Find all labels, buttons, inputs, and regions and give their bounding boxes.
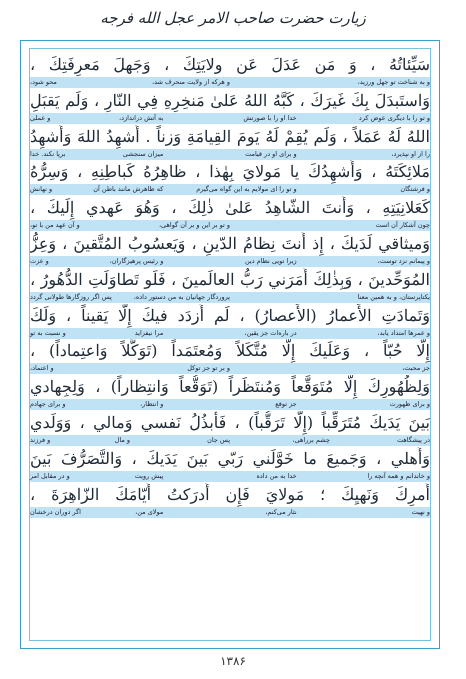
arabic-text: وَتَمادَتِ الأَعمارُ (الأَعصارُ) ، لَم أَزدَد فيكَ إِلّا يَقيناً ، وَلَكَ: [30, 305, 430, 325]
translation-phrase: که ظاهرش مانند باطن آن: [93, 185, 164, 194]
translation-strip: [30, 328, 430, 339]
translation-phrase: و پیمانم نزد توست،: [377, 256, 430, 265]
translation-phrase: و خاندانم و همه آنچه را: [367, 471, 430, 480]
translation-phrase: و آن عهد من با تو،: [30, 221, 80, 230]
translation-phrase: در باره‌ات جز یقین،: [244, 328, 297, 337]
translation-phrase: یکتاپرستان، و به همین معنا: [357, 292, 430, 301]
verse-line: [30, 447, 430, 483]
verse-line: [30, 89, 430, 125]
translation-strip: [30, 149, 430, 160]
translation-strip: [30, 507, 430, 518]
verse-line: [30, 160, 430, 196]
translation-strip: [30, 435, 430, 446]
arabic-text: المُوَحِّدينَ ، وَبِذٰلِكَ أَمَرَني رَبُّ العالَمينَ ، فَلَو تَطاوَلَتِ الدُّهُورُ ،: [30, 269, 430, 289]
translation-phrase: و برای او در قیامت: [245, 149, 297, 158]
arabic-text: أَمرِكَ وَنَهيِكَ ؛ مَولايَ فَإِن أَدرَكتُ أَيّامَكَ الزّاهِرَةَ ،: [30, 484, 430, 504]
translation-phrase: و عملی: [30, 113, 51, 122]
translation-phrase: در پیشگاهت: [396, 435, 430, 444]
verse-line: [30, 411, 430, 447]
translation-phrase: و نسبت به تو: [30, 328, 66, 337]
translation-phrase: پیش رویت: [134, 471, 164, 480]
translation-phrase: و نهیت: [411, 507, 430, 516]
translation-phrase: خدا به من داده: [256, 471, 297, 480]
translation-phrase: جز محبت،: [402, 364, 430, 373]
verse-line: [30, 53, 430, 89]
translation-phrase: زیرا تویی نظام دین: [244, 256, 297, 265]
translation-phrase: خدا او را با صورتش: [243, 113, 297, 122]
translation-phrase: برپا نکند. خدا: [30, 149, 66, 158]
verse-line: [30, 304, 430, 340]
translation-phrase: پس جان: [207, 435, 230, 444]
arabic-text: كَعَلانِيَتِهِ ، وَأَنتَ الشّاهِدُ عَلىٰ ذٰلِكَ ، وَهُوَ عَهدي إِلَيكَ ،: [30, 198, 430, 218]
translation-phrase: و بر تو جز توکل: [187, 364, 230, 373]
translation-strip: [30, 220, 430, 231]
translation-phrase: مرا نیفزاید: [134, 328, 164, 337]
translation-strip: [30, 363, 430, 374]
page-title: زیارت حضرت صاحب الامر عجل الله فرجه: [100, 9, 366, 27]
translation-phrase: و هرکه از ولایت منحرف شد،: [152, 78, 230, 86]
verse-line: [30, 483, 430, 519]
verse-line: [30, 375, 430, 411]
translation-phrase: و برای جهادم: [30, 400, 66, 409]
translation-phrase: پس اگر روزگارها طولانی گردد: [30, 292, 112, 301]
arabic-text: بَينَ يَدَيكَ مُتَرَقِّباً (إِلّا تَرَقُّباً) ، فَأَبذُلُ نَفسي وَمالي ، وَوَلَدي: [30, 412, 430, 432]
translation-phrase: و انتظار،: [140, 400, 164, 409]
translation-phrase: و به شناخت تو جهل ورزید،: [357, 78, 430, 86]
translation-phrase: و تو را ای مولایم به این گواه می‌گیرم: [196, 185, 297, 194]
translation-phrase: و عزت: [30, 256, 49, 265]
translation-strip: [30, 292, 430, 303]
translation-strip: [30, 399, 430, 410]
translation-phrase: و فرزند: [30, 435, 51, 444]
translation-phrase: مولای من،: [135, 507, 164, 516]
translation-phrase: نثار می‌کنم،: [265, 507, 297, 516]
verse-line: [30, 196, 430, 232]
translation-phrase: و در مقابل امر: [30, 471, 70, 480]
arabic-text: وَأَهلي ، وَجَميعَ ما خَوَّلَني رَبّي بَينَ يَدَيكَ ، وَالتَّصَرُّفَ بَينَ: [30, 448, 430, 468]
translation-strip: [30, 471, 430, 482]
translation-strip: [30, 256, 430, 267]
translation-phrase: و برای ظهورت: [389, 400, 430, 409]
translation-strip: [30, 113, 430, 124]
translation-phrase: میزان سنجشی: [122, 149, 164, 158]
translation-phrase: و نهانش: [30, 185, 53, 194]
translation-phrase: را از او نپذیرد،: [391, 149, 430, 158]
verse-line: [30, 125, 430, 161]
translation-phrase: به آتش دراندازد،: [119, 113, 164, 122]
translation-phrase: محو شود،: [30, 78, 57, 86]
arabic-text: وَلِظُهُورِكَ إِلّا مُتَوَقَّعاً وَمُنتَظَراً (تَوَقُّعاً وَانتِظاراً) ، وَلِجِهادي: [30, 377, 430, 397]
verse-line: [30, 339, 430, 375]
arabic-text: سَيِّئاتُهُ ، وَ مَن عَدَلَ عَن ولايَتِكَ ، وَجَهلَ مَعرِفَتِكَ ،: [30, 55, 430, 74]
translation-phrase: و عمرها امتداد یابد،: [377, 328, 430, 337]
translation-phrase: و تو بر این و بر آن گواهی،: [158, 221, 230, 230]
arabic-text: إِلّا حُبّاً ، وَعَلَيكَ إِلّا مُتَّكَلاً وَمُعتَمَداً (تَوَكُّلاً وَاعتِماداً) ،: [30, 341, 430, 361]
translation-phrase: و مال: [114, 435, 130, 444]
translation-phrase: چشم برراهی،: [292, 435, 330, 444]
arabic-text: مَلائِكَتَهُ ، وَأُشهِدُكَ يا مَولايَ بِهٰذا ، ظاهِرُهُ كَباطِنِهِ ، وَسِرُّهُ: [30, 162, 430, 182]
verse-line: [30, 268, 430, 304]
translation-phrase: و فرشتگان: [400, 185, 430, 194]
page-number: ۱۳۸۶: [220, 654, 246, 668]
translation-phrase: و رئیس پرهیزگاران،: [109, 256, 164, 265]
translation-phrase: چون آشکار آن است: [375, 221, 430, 230]
translation-strip: [30, 77, 430, 88]
translation-phrase: اگر دوران درخشان: [30, 507, 81, 516]
translation-strip: [30, 184, 430, 195]
translation-phrase: و اعتماد،: [30, 364, 54, 373]
text-block: [30, 53, 430, 518]
verse-line: [30, 232, 430, 268]
translation-phrase: و تو را با دیگری عوض کرد: [358, 113, 430, 122]
arabic-text: وَميثاقي لَدَيكَ ، إِذ أَنتَ نِظامُ الدّينِ ، وَيَعسُوبُ المُتَّقينَ ، وَعِزُّ: [30, 233, 430, 253]
translation-phrase: جز توقع: [275, 400, 297, 409]
translation-phrase: پروردگار جهانیان به من دستور داده،: [133, 292, 230, 301]
arabic-text: وَاستَبدَلَ بِكَ غَيرَكَ ، كَبَّهُ اللهُ عَلىٰ مَنخِرِهِ فِي النّارِ ، وَلَم يَقبَلِ: [30, 90, 430, 110]
arabic-text: اللهُ لَهُ عَمَلاً ، وَلَم يُقِمْ لَهُ يَومَ القِيامَةِ وَزناً . أُشهِدُ اللهَ وَأُشهِدُ: [30, 126, 430, 146]
